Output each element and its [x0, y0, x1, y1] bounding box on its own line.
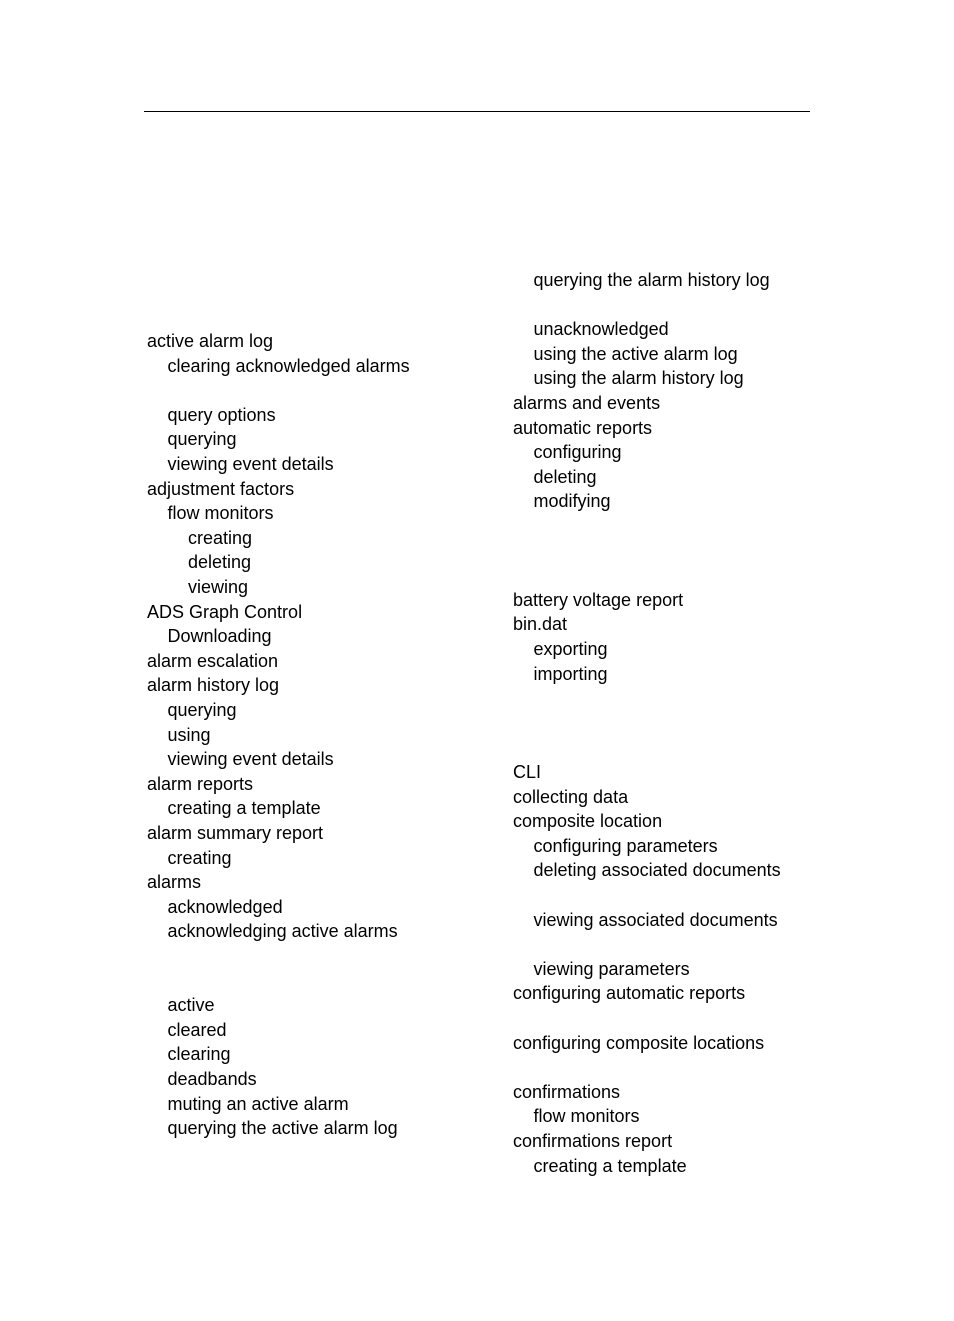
index-subentry: configuring	[533, 442, 622, 463]
index-subsubentry: deleting	[188, 552, 252, 573]
index-entry: alarm escalation	[147, 650, 279, 671]
index-entry: alarms	[147, 872, 202, 893]
index-entry: alarm reports	[147, 773, 254, 794]
index-subentry: deleting associated documents	[533, 860, 781, 881]
index-subentry: importing	[533, 663, 608, 684]
index-subentry: viewing event details	[167, 454, 334, 474]
index-subentry: viewing parameters	[533, 958, 690, 979]
index-subentry: creating a template	[533, 1155, 687, 1176]
index-entry: composite location	[513, 811, 663, 832]
index-subsubentry: creating	[188, 527, 253, 548]
index-subentry: muting an active alarm	[167, 1093, 349, 1114]
index-subsubentry: viewing	[188, 577, 249, 597]
index-subentry: Downloading	[167, 626, 272, 647]
index-entry: alarms and events	[513, 393, 661, 413]
index-subentry: acknowledged	[167, 896, 283, 917]
index-entry: battery voltage report	[513, 589, 684, 610]
index-entry: alarm history log	[147, 675, 280, 696]
index-subentry: exporting	[533, 639, 608, 659]
index-subentry: deadbands	[167, 1069, 257, 1089]
index-entry: confirmations report	[513, 1131, 673, 1151]
index-subentry: querying	[167, 700, 237, 720]
index-subentry: using the active alarm log	[533, 343, 738, 364]
index-subentry: cleared	[167, 1019, 227, 1040]
index-entry: automatic reports	[513, 417, 653, 438]
index-entry: adjustment factors	[147, 478, 295, 499]
index-subentry: flow monitors	[167, 503, 274, 524]
index-subentry: clearing	[167, 1044, 231, 1065]
index-subentry: querying	[167, 429, 237, 450]
index-entry: configuring automatic reports	[513, 983, 746, 1004]
index-entry: bin.dat	[513, 614, 568, 635]
index-subentry: querying the active alarm log	[167, 1118, 398, 1139]
index-entry: configuring composite locations	[513, 1032, 765, 1053]
index-subentry: creating a template	[167, 798, 321, 819]
index-subentry: viewing event details	[167, 749, 334, 770]
index-subentry: querying the alarm history log	[533, 270, 770, 290]
index-subentry: creating	[167, 847, 232, 868]
index-entry: collecting data	[513, 786, 629, 807]
index-entry: confirmations	[513, 1081, 621, 1102]
index-subentry: acknowledging active alarms	[167, 921, 398, 942]
index-subentry: unacknowledged	[533, 319, 669, 340]
index-entry: active alarm log	[147, 331, 274, 351]
index-subentry: clearing acknowledged alarms	[167, 355, 410, 376]
index-entry: CLI	[513, 762, 542, 782]
index-subentry: deleting	[533, 466, 597, 487]
index-subentry: modifying	[533, 491, 611, 512]
index-subentry: using	[167, 724, 211, 745]
index-subentry: query options	[167, 404, 276, 425]
index-subentry: viewing associated documents	[533, 909, 778, 930]
index-entry: ADS Graph Control	[147, 601, 303, 622]
index-subentry: using the alarm history log	[533, 368, 744, 389]
index-entry: alarm summary report	[147, 823, 324, 843]
header-rule	[144, 111, 810, 112]
index-subentry: flow monitors	[533, 1106, 640, 1127]
index-subentry: active	[167, 995, 215, 1016]
index-subentry: configuring parameters	[533, 835, 718, 856]
